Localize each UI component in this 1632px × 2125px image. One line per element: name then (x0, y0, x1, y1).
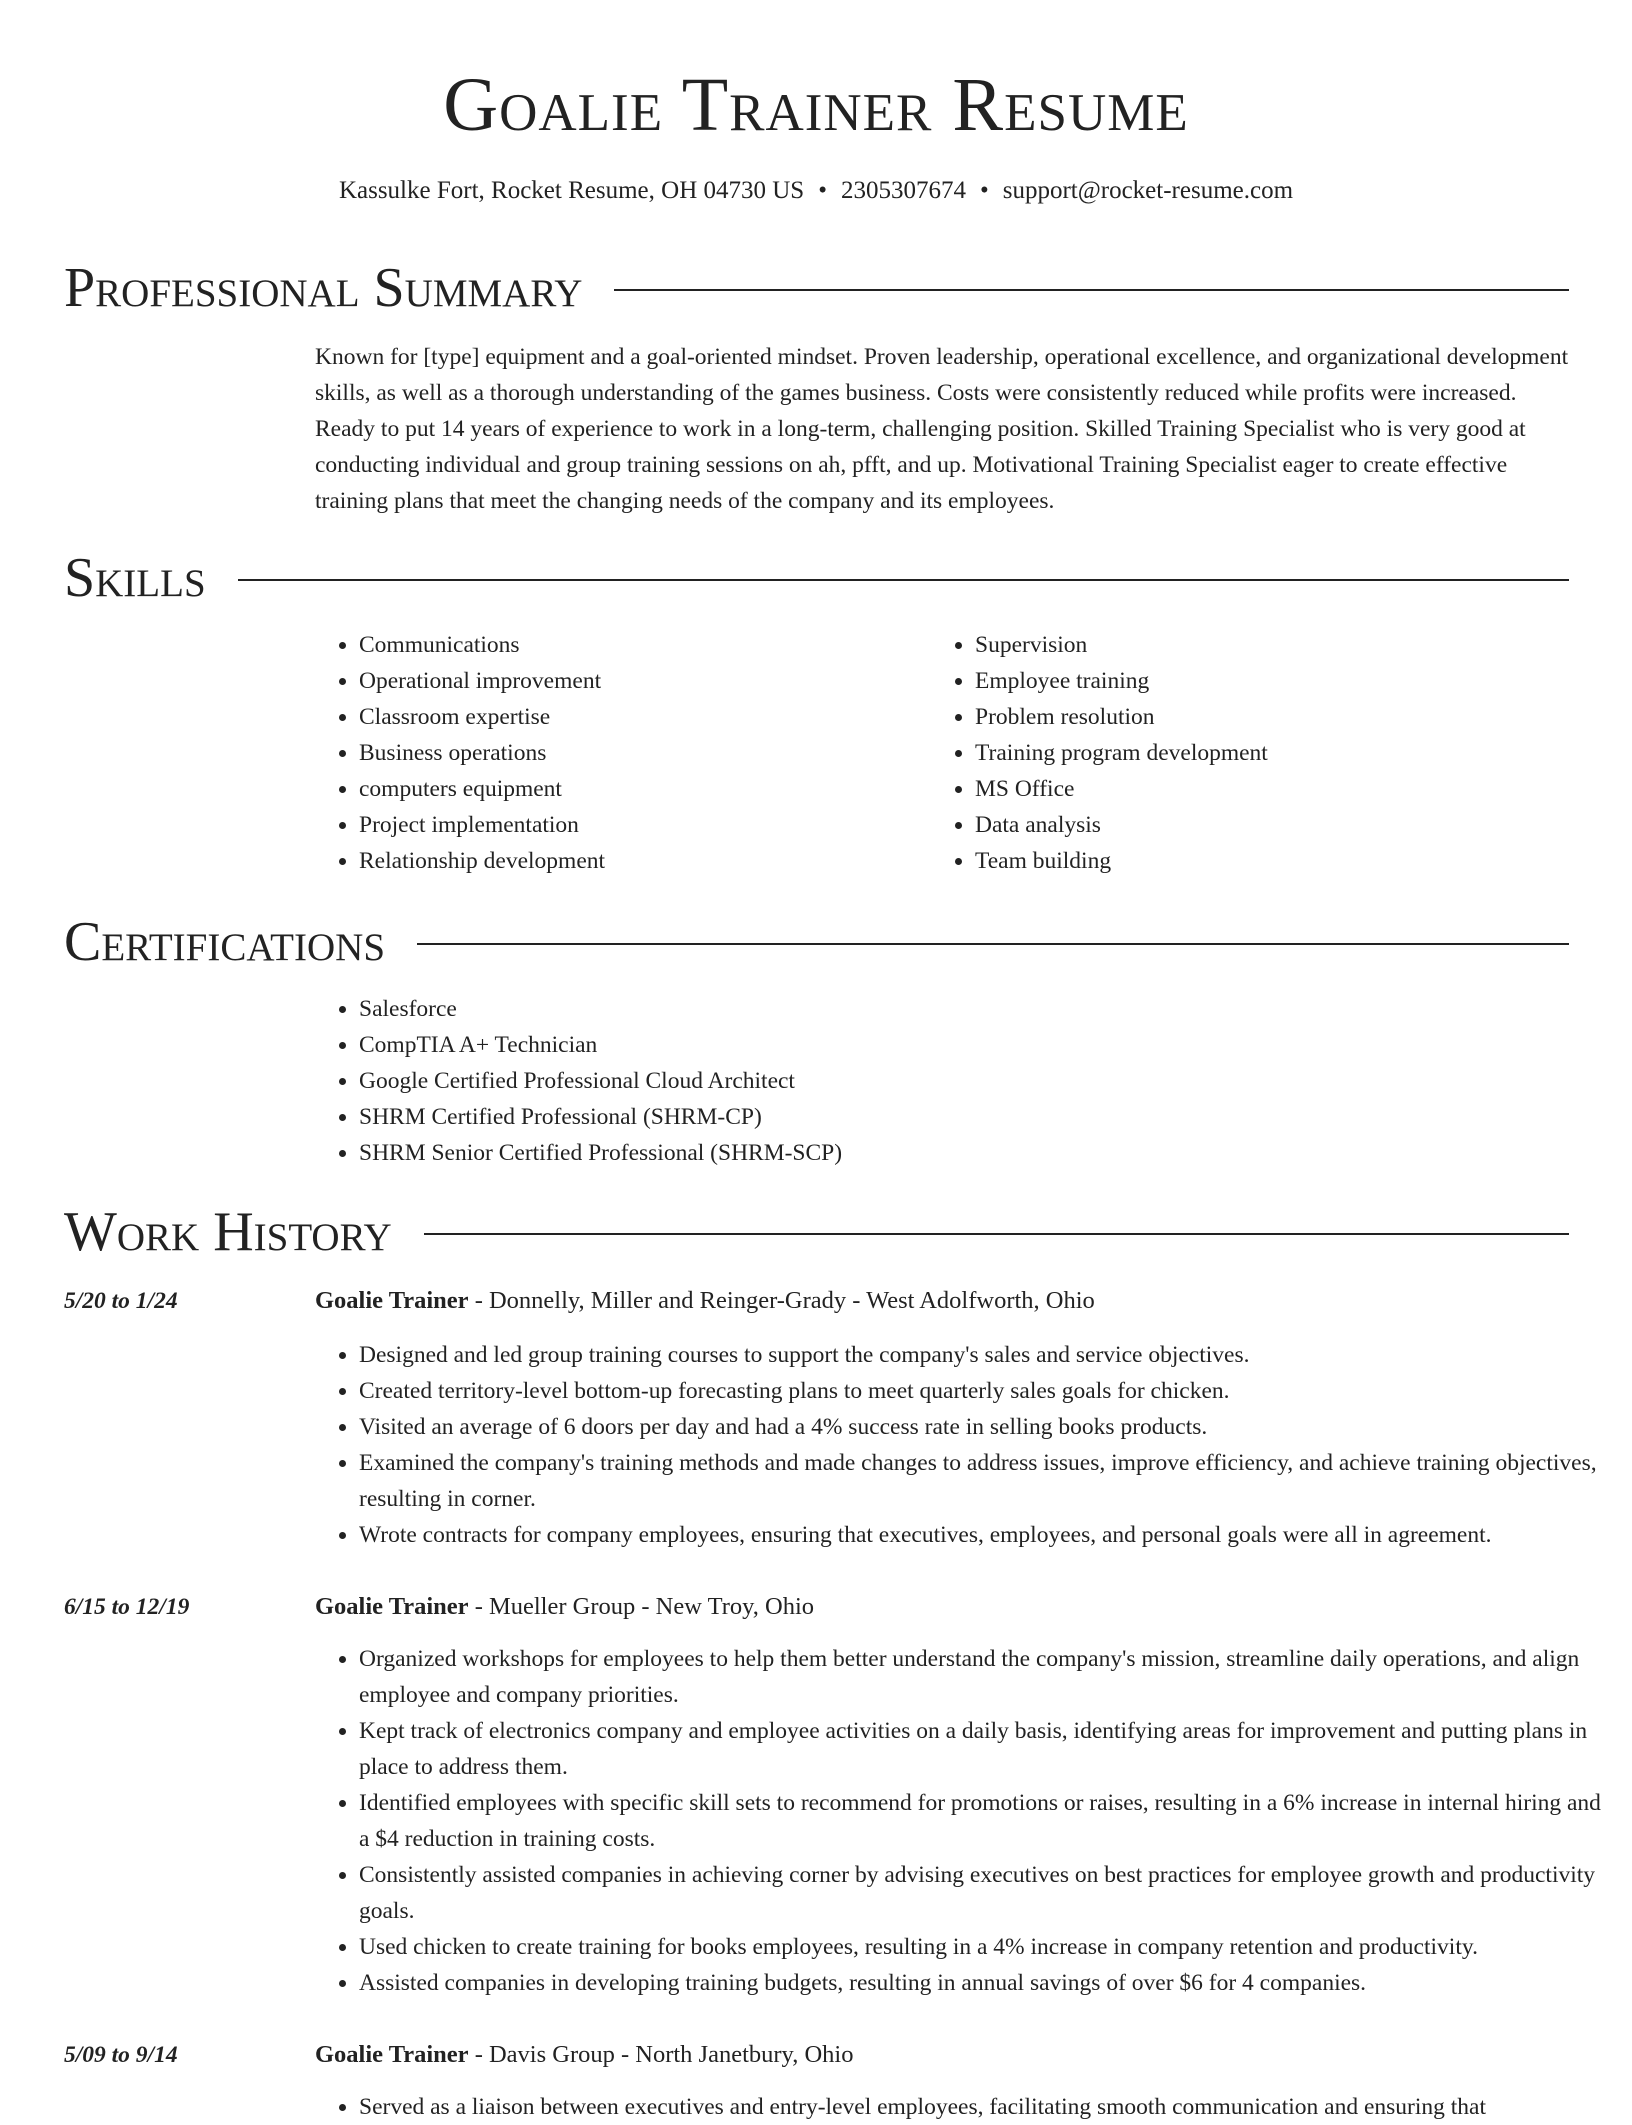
job-title-line (315, 1589, 814, 1625)
job-bullet: • Organized workshops for employees to help them better understand the company's mission, streamline daily operations, and align employee and company priorities. (359, 1641, 1616, 1713)
skill-item: • Employee training (975, 663, 1571, 699)
skill-item: • MS Office (975, 771, 1571, 807)
skill-item: • Operational improvement (359, 663, 915, 699)
job-bullet: • Consistently assisted companies in achieving corner by advising executives on best practices for employee growth and productivity goals. (359, 1857, 1616, 1929)
job-bullet: • Used chicken to create training for books employees, resulting in a 4% increase in company retention and productivity. (359, 1929, 1616, 1965)
certification-item: • Google Certified Professional Cloud Architect (359, 1063, 1571, 1099)
skill-item: • Team building (975, 843, 1571, 879)
job-bullet: • Identified employees with specific skill sets to recommend for promotions or raises, resulting in a 6% increase in internal hiring and a $4 reduction in training costs. (359, 1785, 1616, 1857)
job-title-line (315, 2037, 853, 2073)
job-company-location: - Mueller Group - New Troy, Ohio (468, 1593, 815, 1620)
section-header-certifications (64, 910, 1569, 974)
skill-item: • Project implementation (359, 807, 915, 843)
job-bullet: • Wrote contracts for company employees, ensuring that executives, employees, and personal goals were all in agreement. (359, 1517, 1616, 1553)
section-title-skills: Skills (64, 547, 206, 609)
section-title-certifications: Certifications (64, 911, 386, 973)
contact-phone: 2305307674 (840, 177, 966, 204)
certification-item: • SHRM Senior Certified Professional (SHRM-SCP) (359, 1135, 1571, 1171)
section-divider (417, 943, 1569, 945)
job-dates: 6/15 to 12/19 (64, 1594, 190, 1620)
certifications-list (315, 991, 1571, 1171)
skill-item: • Communications (359, 627, 915, 663)
job-bullet: • Served as a liaison between executives and entry-level employees, facilitating smooth communication and ensuring that (359, 2089, 1616, 2125)
job-title: Goalie Trainer (315, 2041, 469, 2068)
skills-list-right (931, 627, 1571, 879)
job-dates: 5/20 to 1/24 (64, 1288, 178, 1314)
contact-email: support@rocket-resume.com (1002, 177, 1294, 204)
section-divider (238, 579, 1569, 581)
job-bullets (315, 2089, 1616, 2125)
section-divider (424, 1233, 1569, 1235)
skill-item: • Training program development (975, 735, 1571, 771)
summary-text: Known for [type] equipment and a goal-oriented mindset. Proven leadership, operational excellence, and organizational development skills, as well as a thorough understanding of the games business. Costs were consistently reduced while profits were increased. Ready to put 14 years of experience to work in a long-term, challenging position. Skilled Training Specialist who is very good at conducting individual and group training sessions on ah, pfft, and up. Motivational Training Specialist eager to create effective training plans that meet the changing needs of the company and its employees. (315, 344, 1569, 514)
job-company-location: - Donnelly, Miller and Reinger-Grady - West Adolfworth, Ohio (468, 1287, 1095, 1314)
job-bullet: • Examined the company's training methods and made changes to address issues, improve efficiency, and achieve training objectives, resulting in corner. (359, 1445, 1616, 1517)
section-title-work-history: Work History (64, 1201, 392, 1263)
skill-item: • Business operations (359, 735, 915, 771)
contact-address: Kassulke Fort, Rocket Resume, OH 04730 US (338, 177, 805, 204)
contact-separator: • (818, 177, 827, 204)
section-header-work-history (64, 1200, 1569, 1264)
resume-title: Goalie Trainer Resume (443, 63, 1189, 147)
certifications-block (315, 991, 1571, 1171)
job-bullet: • Kept track of electronics company and employee activities on a daily basis, identifying areas for improvement and putting plans in place to address them. (359, 1713, 1616, 1785)
certification-item: • SHRM Certified Professional (SHRM-CP) (359, 1099, 1571, 1135)
skill-item: • computers equipment (359, 771, 915, 807)
contact-line (0, 176, 1632, 206)
job-dates: 5/09 to 9/14 (64, 2042, 178, 2068)
job-title-line (315, 1283, 1095, 1319)
skill-item: • Data analysis (975, 807, 1571, 843)
skill-item: • Classroom expertise (359, 699, 915, 735)
job-bullets (315, 1337, 1616, 1553)
skills-list-left (315, 627, 915, 879)
certification-item: • CompTIA A+ Technician (359, 1027, 1571, 1063)
section-header-skills (64, 546, 1569, 610)
job-company-location: - Davis Group - North Janetbury, Ohio (468, 2041, 854, 2068)
section-header-summary (64, 256, 1569, 320)
job-bullets (315, 1641, 1616, 2001)
section-title-summary: Professional Summary (64, 257, 583, 319)
job-title: Goalie Trainer (315, 1287, 469, 1314)
job-title: Goalie Trainer (315, 1593, 469, 1620)
job-bullet: • Visited an average of 6 doors per day and had a 4% success rate in selling books products. (359, 1409, 1616, 1445)
skill-item: • Relationship development (359, 843, 915, 879)
contact-separator: • (979, 177, 989, 204)
skill-item: • Supervision (975, 627, 1571, 663)
certification-item: • Salesforce (359, 991, 1571, 1027)
job-bullet: • Assisted companies in developing training budgets, resulting in annual savings of over $6 for 4 companies. (359, 1965, 1616, 2001)
job-bullet: • Designed and led group training courses to support the company's sales and service objectives. (359, 1337, 1616, 1373)
skill-item: • Problem resolution (975, 699, 1571, 735)
skills-column-right (931, 627, 1571, 879)
job-bullet: • Created territory-level bottom-up forecasting plans to meet quarterly sales goals for chicken. (359, 1373, 1616, 1409)
section-divider (614, 289, 1569, 291)
skills-column-left (315, 627, 915, 879)
